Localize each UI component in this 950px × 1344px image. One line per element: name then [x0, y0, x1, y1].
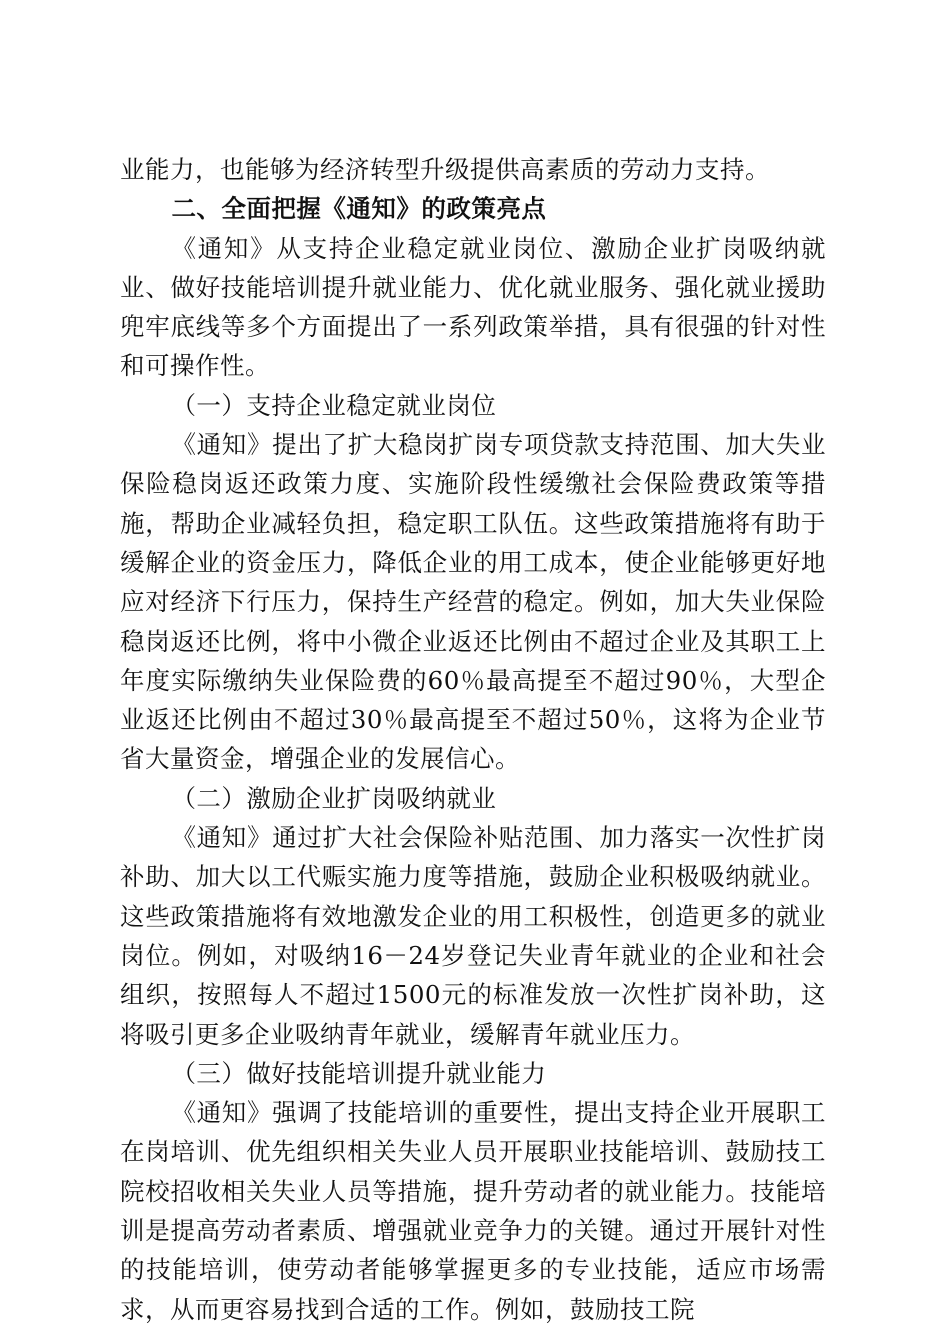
paragraph-continued: 业能力，也能够为经济转型升级提供高素质的劳动力支持。 — [120, 155, 770, 184]
subsection-heading: （一）支持企业稳定就业岗位 — [171, 390, 497, 420]
body-paragraph: 《通知》提出了扩大稳岗扩岗专项贷款支持范围、加大失业保险稳岗返还政策力度、实施阶段性缓缴社会保险费政策等措施，帮助企业减轻负担，稳定职工队伍。这些政策措施将有助于缓解企业的资金压力，降低企业的用工成本，使企业能够更好地应对经济下行压力，保持生产经营的稳定。例如，加大失业保险稳岗返还比例，将中小微企业返还比例由不超过企业及其职工上年度实际缴纳失业保险费的60％最高提至不超过90％，大型企业返还比例由不超过30％最高提至不超过50％，这将为企业节省大量资金，增强企业的发展信心。 — [120, 430, 826, 774]
document-body — [120, 150, 826, 1329]
subsection-heading: （二）激励企业扩岗吸纳就业 — [171, 783, 497, 813]
section-heading: 二、全面把握《通知》的政策亮点 — [171, 194, 547, 224]
body-paragraph: 《通知》从支持企业稳定就业岗位、激励企业扩岗吸纳就业、做好技能培训提升就业能力、优化就业服务、强化就业援助兜牢底线等多个方面提出了一系列政策举措，具有很强的针对性和可操作性。 — [120, 233, 826, 381]
subsection-heading: （三）做好技能培训提升就业能力 — [171, 1058, 547, 1088]
body-paragraph: 《通知》强调了技能培训的重要性，提出支持企业开展职工在岗培训、优先组织相关失业人员开展职业技能培训、鼓励技工院校招收相关失业人员等措施，提升劳动者的就业能力。技能培训是提高劳动者素质、增强就业竞争力的关键。通过开展针对性的技能培训，使劳动者能够掌握更多的专业技能，适应市场需求，从而更容易找到合适的工作。例如，鼓励技工院 — [120, 1098, 826, 1324]
body-paragraph: 《通知》通过扩大社会保险补贴范围、加力落实一次性扩岗补助、加大以工代赈实施力度等措施，鼓励企业积极吸纳就业。这些政策措施将有效地激发企业的用工积极性，创造更多的就业岗位。例如，对吸纳16－24岁登记失业青年就业的企业和社会组织，按照每人不超过1500元的标准发放一次性扩岗补助，这将吸引更多企业吸纳青年就业，缓解青年就业压力。 — [120, 823, 826, 1049]
